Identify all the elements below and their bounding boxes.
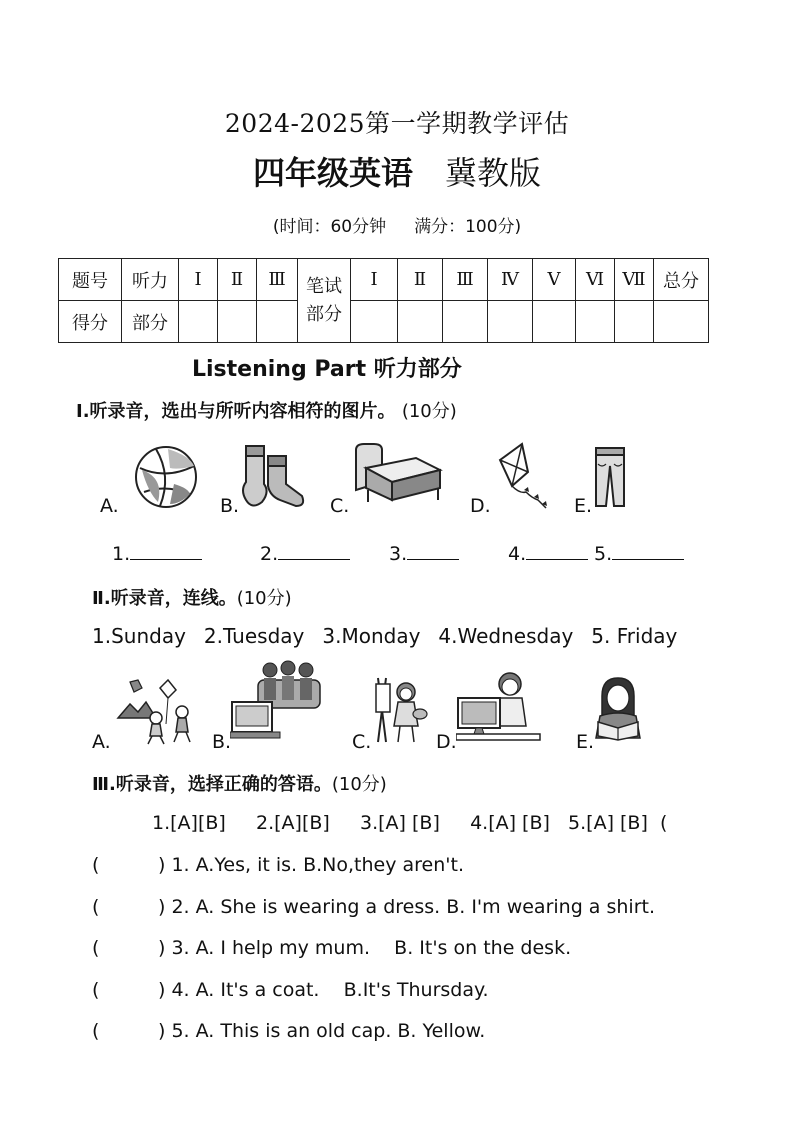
score-cell[interactable]: [443, 301, 488, 343]
time-and-score-info: [0, 212, 794, 237]
option-e-label: E.: [574, 495, 593, 517]
exam-subject-title: [0, 148, 794, 194]
match-option-d: D.: [436, 731, 457, 753]
question-text: ) 1. A.Yes, it is. B.No,they aren't.: [158, 854, 464, 876]
section-3-instruction: Ⅲ.听录音，选择正确的答语。: [92, 774, 332, 795]
score-cell[interactable]: [488, 301, 533, 343]
draw-picture-icon: [374, 676, 428, 746]
blank-line[interactable]: [612, 541, 684, 560]
table-header-cell: Ⅰ: [351, 259, 398, 301]
answer-paren[interactable]: (: [92, 854, 100, 876]
table-header-cell: Ⅱ: [218, 259, 257, 301]
option-a-label: A.: [100, 495, 119, 517]
blank-number: 2.: [260, 543, 279, 565]
section-1-instruction: Ⅰ.听录音，选出与所听内容相符的图片。: [76, 401, 396, 422]
day-item: 2.Tuesday: [203, 624, 305, 648]
answer-paren[interactable]: (: [92, 1020, 100, 1042]
exam-term-title: 2024-2025第一学期教学评估: [224, 109, 570, 138]
socks-icon: [240, 440, 306, 512]
table-header-cell: Ⅶ: [615, 259, 654, 301]
fly-kites-icon: [116, 678, 196, 746]
question-text: ) 2. A. She is wearing a dress. B. I'm wearing a shirt.: [158, 896, 656, 918]
question-row: [92, 854, 464, 876]
score-cell[interactable]: [533, 301, 576, 343]
question-text: ) 5. A. This is an old cap. B. Yellow.: [158, 1020, 486, 1042]
day-item: 5. Friday: [591, 624, 678, 648]
answer-paren[interactable]: (: [92, 979, 100, 1001]
bed-icon: [352, 442, 444, 508]
answer-blank-1: [112, 541, 202, 565]
pants-icon: [592, 444, 628, 510]
match-option-b: B.: [212, 731, 232, 753]
blank-number: 3.: [389, 543, 408, 565]
day-item: 3.Monday: [322, 624, 421, 648]
table-header-cell: 题号: [59, 259, 122, 301]
answer-paren[interactable]: (: [92, 896, 100, 918]
blank-line[interactable]: [278, 541, 350, 560]
question-row: [92, 1020, 485, 1042]
table-header-cell: Ⅲ: [257, 259, 298, 301]
table-header-cell: 听力: [122, 259, 179, 301]
subject-label: 四年级英语: [252, 154, 413, 192]
table-header-cell: Ⅱ: [398, 259, 443, 301]
table-header-cell: Ⅳ: [488, 259, 533, 301]
table-header-cell: Ⅵ: [576, 259, 615, 301]
score-cell[interactable]: [615, 301, 654, 343]
ball-icon: [134, 444, 198, 510]
score-cell[interactable]: [351, 301, 398, 343]
table-header-cell: Ⅲ: [443, 259, 488, 301]
blank-number: 1.: [112, 543, 131, 565]
answer-blank-2: [260, 541, 350, 565]
score-cell[interactable]: [218, 301, 257, 343]
full-score: 满分：100分): [414, 217, 522, 237]
section-3-title: [92, 770, 387, 796]
listening-part-title: Listening Part 听力部分: [192, 357, 462, 382]
edition-label: 冀教版: [445, 154, 542, 192]
match-option-a: A.: [92, 731, 111, 753]
days-row: [92, 624, 695, 648]
question-row: [92, 937, 571, 959]
written-part-label: 部分: [306, 303, 342, 325]
table-header-cell: Ⅰ: [179, 259, 218, 301]
kite-icon: [494, 442, 552, 512]
table-header-cell: 总分: [654, 259, 709, 301]
answer-sheet-row[interactable]: 1.[A][B] 2.[A][B] 3.[A] [B] 4.[A] [B] 5.[A] [B] (: [152, 812, 668, 834]
answer-paren[interactable]: (: [92, 937, 100, 959]
blank-number: 5.: [594, 543, 613, 565]
section-3-points: (10分): [331, 774, 387, 795]
section-1-points: (10分): [401, 401, 457, 422]
written-label: 笔试: [306, 275, 342, 297]
score-cell[interactable]: [576, 301, 615, 343]
watch-tv-icon: [230, 658, 322, 742]
score-table: [58, 258, 709, 343]
answer-blank-5: [594, 541, 684, 565]
score-cell[interactable]: [257, 301, 298, 343]
table-row-label: 得分: [59, 301, 122, 343]
day-item: 1.Sunday: [92, 624, 186, 648]
computer-icon: [456, 668, 542, 744]
blank-number: 4.: [508, 543, 527, 565]
match-option-e: E.: [576, 731, 595, 753]
question-text: ) 4. A. It's a coat. B.It's Thursday.: [158, 979, 489, 1001]
option-b-label: B.: [220, 495, 240, 517]
table-header-cell: Ⅴ: [533, 259, 576, 301]
written-part-cell: [298, 259, 351, 343]
section-2-points: (10分): [236, 588, 292, 609]
question-row: [92, 896, 655, 918]
match-option-c: C.: [352, 731, 372, 753]
question-row: [92, 979, 489, 1001]
listening-part-label: 部分: [122, 301, 179, 343]
question-text: ) 3. A. I help my mum. B. It's on the desk.: [158, 937, 572, 959]
blank-line[interactable]: [407, 541, 459, 560]
option-c-label: C.: [330, 495, 350, 517]
blank-line[interactable]: [526, 541, 588, 560]
total-score-cell[interactable]: [654, 301, 709, 343]
read-book-icon: [592, 676, 644, 742]
answer-blank-3: [389, 541, 459, 565]
score-cell[interactable]: [179, 301, 218, 343]
answer-blank-4: [508, 541, 588, 565]
section-2-title: [92, 584, 292, 610]
blank-line[interactable]: [130, 541, 202, 560]
section-1-title: [76, 397, 457, 423]
time-limit: (时间：60分钟: [272, 217, 387, 237]
section-2-instruction: Ⅱ.听录音，连线。: [92, 588, 237, 609]
score-cell[interactable]: [398, 301, 443, 343]
option-d-label: D.: [470, 495, 491, 517]
day-item: 4.Wednesday: [438, 624, 574, 648]
